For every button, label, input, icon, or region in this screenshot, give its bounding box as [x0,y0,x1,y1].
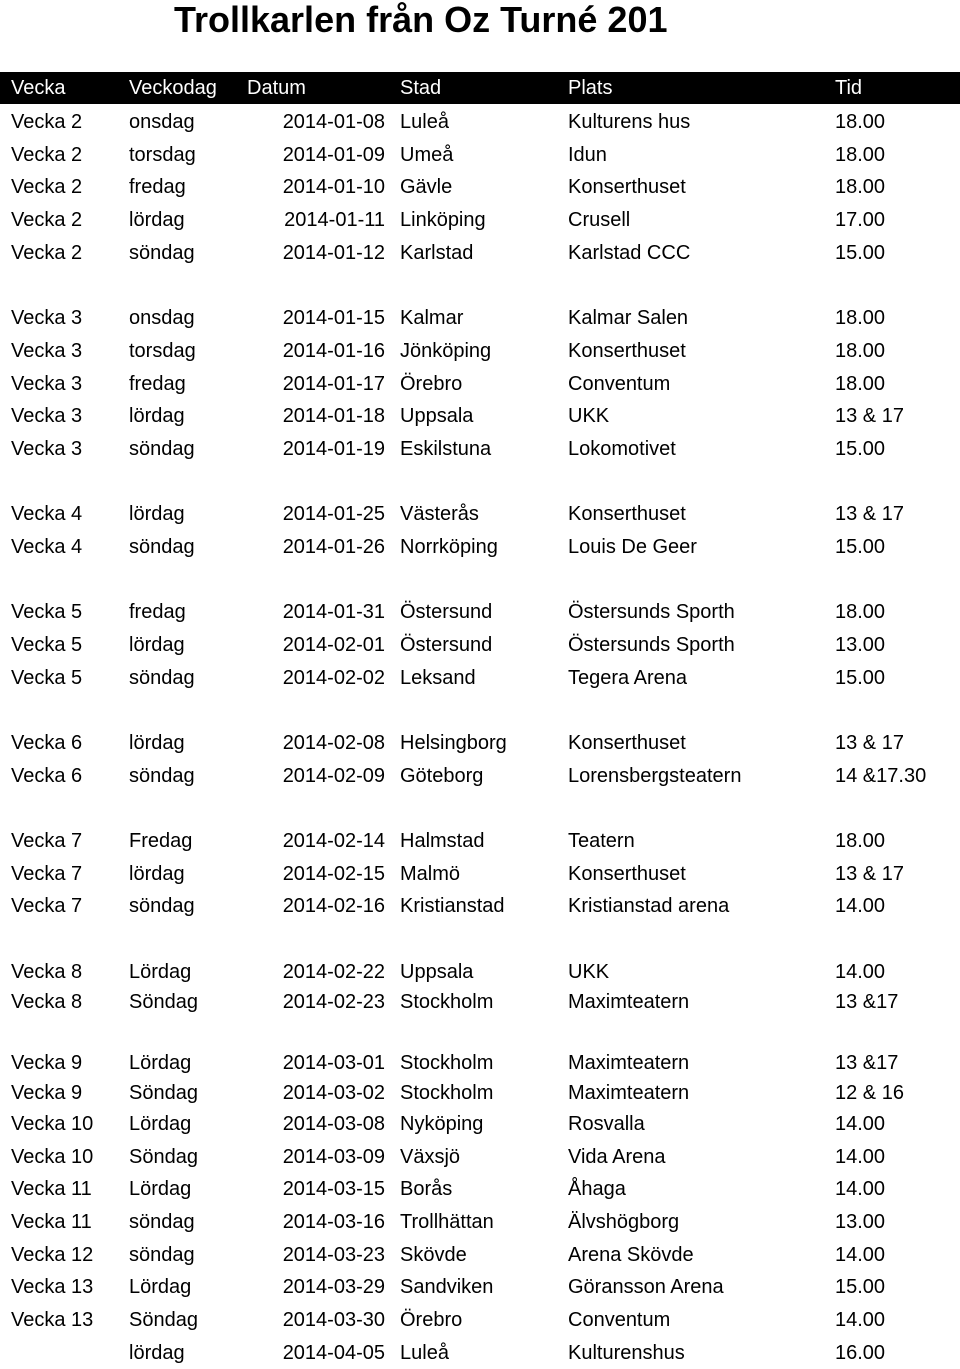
cell-city: Stockholm [400,1052,494,1074]
cell-date: 2014-03-16 [282,1211,385,1233]
cell-place: Rosvalla [568,1113,645,1135]
cell-date: 2014-01-09 [282,144,385,166]
cell-week: Vecka 13 [11,1309,94,1331]
cell-day: Lördag [129,1178,192,1200]
cell-city: Helsingborg [400,732,507,754]
cell-time: 13.00 [835,634,886,656]
cell-date: 2014-02-15 [282,863,385,885]
cell-week: Vecka 3 [11,373,83,395]
cell-city: Eskilstuna [400,438,492,460]
cell-week: Vecka 13 [11,1276,94,1298]
cell-city: Sandviken [400,1276,494,1298]
cell-date: 2014-01-31 [282,601,385,623]
table-row [0,596,960,628]
cell-week: Vecka 10 [11,1146,94,1168]
cell-time: 13 & 17 [835,732,904,754]
cell-date: 2014-02-23 [282,991,385,1013]
cell-date: 2014-02-01 [282,634,385,656]
cell-place: Karlstad CCC [568,242,691,264]
cell-city: Örebro [400,1309,463,1331]
cell-place: Östersunds Sporth [568,634,735,656]
table-row [0,825,960,857]
cell-week: Vecka 2 [11,209,83,231]
cell-city: Norrköping [400,536,498,558]
cell-place: Östersunds Sporth [568,601,735,623]
cell-place: Konserthuset [568,863,686,885]
cell-time: 14.00 [835,1146,886,1168]
table-row [0,956,960,988]
cell-place: Conventum [568,1309,671,1331]
cell-place: Lorensbergsteatern [568,765,742,787]
cell-day: söndag [129,1244,195,1266]
cell-city: Kristianstad [400,895,505,917]
cell-date: 2014-02-09 [282,765,385,787]
cell-date: 2014-02-02 [282,667,385,689]
table-row [0,1108,960,1140]
header-date: Datum [247,77,306,99]
cell-city: Gävle [400,176,453,198]
cell-place: Maximteatern [568,991,690,1013]
cell-place: Teatern [568,830,635,852]
cell-date: 2014-03-30 [282,1309,385,1331]
cell-city: Jönköping [400,340,492,362]
cell-day: Lördag [129,1113,192,1135]
cell-date: 2014-02-14 [282,830,385,852]
cell-day: fredag [129,373,186,395]
cell-city: Uppsala [400,961,474,983]
cell-date: 2014-01-12 [282,242,385,264]
cell-week: Vecka 11 [11,1178,92,1200]
cell-week: Vecka 7 [11,863,83,885]
table-row [0,171,960,203]
table-row [0,1047,960,1079]
cell-day: torsdag [129,144,196,166]
cell-place: UKK [568,405,610,427]
table-row [0,204,960,236]
page-title: Trollkarlen från Oz Turné 201 [174,0,668,40]
cell-place: Conventum [568,373,671,395]
cell-week: Vecka 10 [11,1113,94,1135]
cell-date: 2014-02-22 [282,961,385,983]
cell-week: Vecka 7 [11,895,83,917]
table-header [0,72,960,104]
table-row [0,1206,960,1238]
cell-place: Älvshögborg [568,1211,680,1233]
cell-time: 13.00 [835,1211,886,1233]
table-row [0,986,960,1018]
cell-date: 2014-04-05 [282,1342,385,1364]
cell-place: Konserthuset [568,503,686,525]
cell-week: Vecka 5 [11,601,83,623]
cell-time: 18.00 [835,307,886,329]
cell-time: 15.00 [835,242,886,264]
cell-place: UKK [568,961,610,983]
cell-week: Vecka 8 [11,991,83,1013]
cell-day: söndag [129,438,195,460]
cell-time: 14.00 [835,1244,886,1266]
cell-time: 13 &17 [835,1052,899,1074]
table-row [0,858,960,890]
cell-city: Borås [400,1178,453,1200]
table-row [0,727,960,759]
cell-date: 2014-01-18 [282,405,385,427]
cell-day: Söndag [129,1146,198,1168]
cell-place: Crusell [568,209,631,231]
cell-week: Vecka 5 [11,667,83,689]
cell-place: Maximteatern [568,1082,690,1104]
cell-week: Vecka 2 [11,176,83,198]
cell-week: Vecka 9 [11,1052,83,1074]
cell-city: Skövde [400,1244,467,1266]
cell-time: 18.00 [835,340,886,362]
table-row [0,237,960,269]
cell-city: Nyköping [400,1113,484,1135]
cell-time: 15.00 [835,667,886,689]
cell-week: Vecka 3 [11,340,83,362]
cell-day: söndag [129,1211,195,1233]
cell-day: lördag [129,863,185,885]
cell-day: lördag [129,503,185,525]
cell-week: Vecka 4 [11,503,83,525]
cell-time: 16.00 [835,1342,886,1364]
cell-city: Växsjö [400,1146,461,1168]
cell-week: Vecka 9 [11,1082,83,1104]
cell-day: söndag [129,242,195,264]
cell-date: 2014-01-10 [282,176,385,198]
cell-day: Lördag [129,1052,192,1074]
cell-time: 15.00 [835,1276,886,1298]
cell-city: Kalmar [400,307,464,329]
cell-place: Louis De Geer [568,536,697,558]
cell-time: 14.00 [835,1178,886,1200]
table-row [0,890,960,922]
cell-city: Karlstad [400,242,474,264]
cell-time: 15.00 [835,438,886,460]
cell-day: lördag [129,1342,185,1364]
cell-date: 2014-03-23 [282,1244,385,1266]
table-row [0,335,960,367]
cell-week: Vecka 2 [11,144,83,166]
cell-place: Åhaga [568,1178,626,1200]
cell-city: Halmstad [400,830,485,852]
cell-day: Söndag [129,1082,198,1104]
cell-week: Vecka 5 [11,634,83,656]
table-row [0,1304,960,1336]
cell-time: 18.00 [835,144,886,166]
cell-city: Västerås [400,503,479,525]
cell-city: Östersund [400,601,493,623]
table-row [0,1239,960,1271]
cell-date: 2014-01-26 [282,536,385,558]
header-week: Vecka [11,77,66,99]
header-time: Tid [835,77,863,99]
cell-place: Tegera Arena [568,667,687,689]
cell-city: Göteborg [400,765,484,787]
cell-time: 13 &17 [835,991,899,1013]
cell-time: 14.00 [835,1113,886,1135]
cell-date: 2014-01-19 [282,438,385,460]
table-row [0,498,960,530]
cell-week: Vecka 3 [11,438,83,460]
cell-time: 14.00 [835,1309,886,1331]
cell-city: Östersund [400,634,493,656]
cell-place: Idun [568,144,607,166]
cell-week: Vecka 3 [11,405,83,427]
cell-week: Vecka 4 [11,536,83,558]
cell-date: 2014-01-25 [282,503,385,525]
cell-time: 18.00 [835,111,886,133]
cell-time: 13 & 17 [835,503,904,525]
cell-day: Söndag [129,1309,198,1331]
cell-date: 2014-01-16 [282,340,385,362]
cell-week: Vecka 2 [11,242,83,264]
cell-day: onsdag [129,307,195,329]
cell-place: Kulturenshus [568,1342,685,1364]
cell-day: söndag [129,536,195,558]
cell-city: Stockholm [400,1082,494,1104]
cell-day: Fredag [129,830,193,852]
cell-city: Linköping [400,209,486,231]
table-row [0,531,960,563]
table-row [0,1141,960,1173]
cell-date: 2014-01-15 [282,307,385,329]
cell-week: Vecka 11 [11,1211,92,1233]
cell-place: Vida Arena [568,1146,666,1168]
cell-time: 12 & 16 [835,1082,904,1104]
table-row [0,1271,960,1303]
cell-time: 18.00 [835,830,886,852]
cell-time: 14.00 [835,895,886,917]
table-row [0,629,960,661]
cell-time: 13 & 17 [835,863,904,885]
cell-city: Malmö [400,863,461,885]
table-row [0,139,960,171]
cell-day: Lördag [129,961,192,983]
cell-city: Luleå [400,1342,449,1364]
cell-week: Vecka 8 [11,961,83,983]
cell-time: 18.00 [835,373,886,395]
table-row [0,1077,960,1109]
table-row [0,400,960,432]
cell-place: Kalmar Salen [568,307,689,329]
cell-place: Konserthuset [568,176,686,198]
cell-date: 2014-03-08 [282,1113,385,1135]
cell-day: onsdag [129,111,195,133]
cell-day: söndag [129,895,195,917]
cell-time: 17.00 [835,209,886,231]
cell-time: 18.00 [835,176,886,198]
cell-city: Örebro [400,373,463,395]
table-row [0,106,960,138]
cell-city: Uppsala [400,405,474,427]
table-row [0,1337,960,1369]
cell-day: lördag [129,732,185,754]
cell-week: Vecka 2 [11,111,83,133]
cell-date: 2014-01-08 [282,111,385,133]
cell-city: Stockholm [400,991,494,1013]
cell-place: Kristianstad arena [568,895,730,917]
cell-time: 18.00 [835,601,886,623]
cell-week: Vecka 6 [11,765,83,787]
cell-place: Konserthuset [568,732,686,754]
cell-day: söndag [129,667,195,689]
cell-city: Umeå [400,144,454,166]
table-row [0,662,960,694]
cell-time: 14 &17.30 [835,765,927,787]
cell-time: 14.00 [835,961,886,983]
table-row [0,368,960,400]
cell-place: Kulturens hus [568,111,691,133]
cell-time: 13 & 17 [835,405,904,427]
cell-date: 2014-01-11 [284,209,385,231]
table-row [0,302,960,334]
cell-place: Arena Skövde [568,1244,694,1266]
cell-city: Leksand [400,667,476,689]
header-place: Plats [568,77,613,99]
cell-week: Vecka 12 [11,1244,94,1266]
cell-day: fredag [129,601,186,623]
cell-day: söndag [129,765,195,787]
cell-city: Trollhättan [400,1211,494,1233]
cell-week: Vecka 7 [11,830,83,852]
cell-city: Luleå [400,111,449,133]
cell-week: Vecka 3 [11,307,83,329]
header-city: Stad [400,77,442,99]
cell-date: 2014-02-16 [282,895,385,917]
cell-place: Lokomotivet [568,438,676,460]
cell-day: lördag [129,634,185,656]
cell-date: 2014-03-09 [282,1146,385,1168]
cell-date: 2014-03-29 [282,1276,385,1298]
cell-day: torsdag [129,340,196,362]
cell-date: 2014-01-17 [282,373,385,395]
table-row [0,433,960,465]
table-row [0,760,960,792]
cell-date: 2014-03-15 [282,1178,385,1200]
cell-day: Söndag [129,991,198,1013]
cell-place: Göransson Arena [568,1276,724,1298]
cell-place: Maximteatern [568,1052,690,1074]
cell-day: lördag [129,209,185,231]
cell-place: Konserthuset [568,340,686,362]
header-day: Veckodag [129,77,217,99]
cell-date: 2014-03-01 [282,1052,385,1074]
table-row [0,1173,960,1205]
cell-week: Vecka 6 [11,732,83,754]
cell-day: lördag [129,405,185,427]
cell-day: Lördag [129,1276,192,1298]
cell-date: 2014-03-02 [282,1082,385,1104]
cell-time: 15.00 [835,536,886,558]
cell-day: fredag [129,176,186,198]
cell-date: 2014-02-08 [282,732,385,754]
